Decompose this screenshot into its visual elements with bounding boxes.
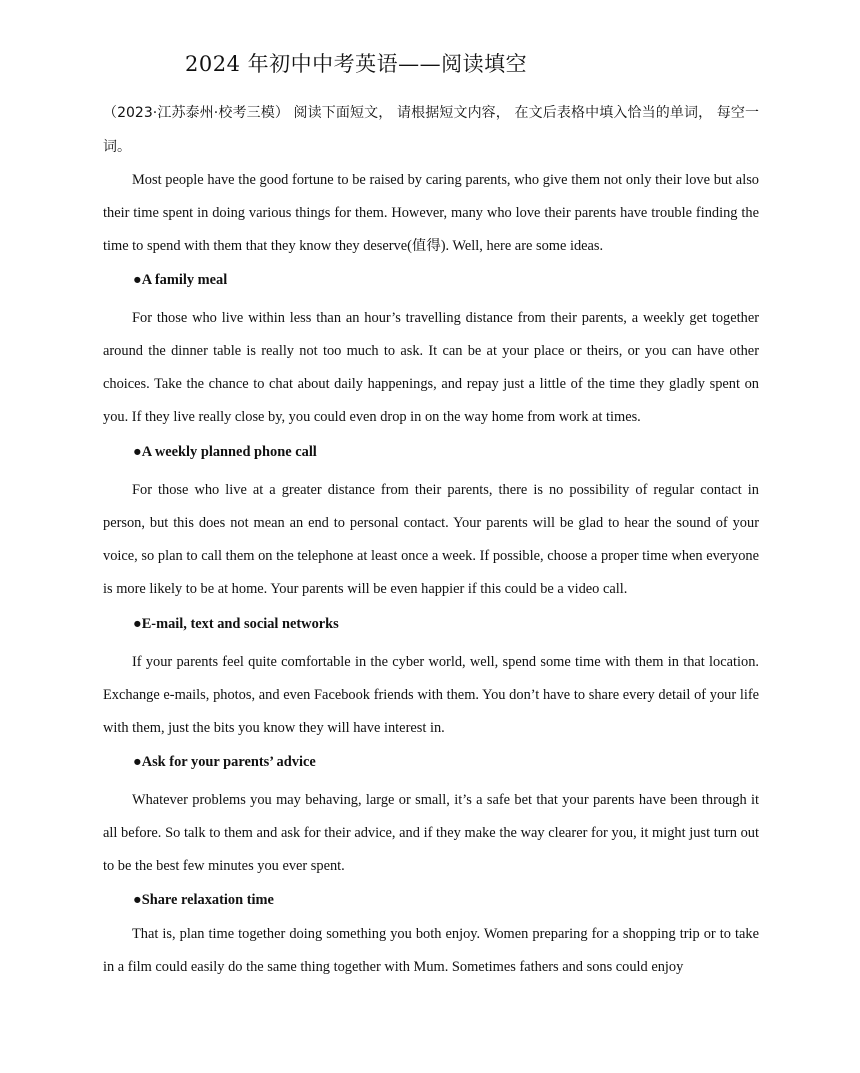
paragraph-advice: Whatever problems you may behaving, large or small, it’s a safe bet that your parents have been through it all before. So talk to them and ask for their advice, and if they make the way clearer for you, it might just turn out to be the best few minutes you ever spent. [103, 792, 759, 874]
heading-family-meal: ●A family meal [133, 272, 228, 288]
paragraph-intro: Most people have the good fortune to be raised by caring parents, who give them not only their love but also their time spent in doing various things for them. However, many who love their parents have trouble finding the time to spend with them that they know they deserve(值得). Well, here are some ideas. [103, 172, 759, 254]
instructions: （2023·江苏泰州·校考三模） 阅读下面短文， 请根据短文内容， 在文后表格中填入恰当的单词， 每空一词。 [103, 105, 759, 155]
paragraph-email: If your parents feel quite comfortable in the cyber world, well, spend some time with them in that location. Exchange e-mails, photos, and even Facebook friends with them. You don’t have to share every detail of your life with them, just the bits you know they will have interest in. [103, 654, 759, 736]
page-title: 2024 年初中中考英语——阅读填空 [185, 52, 528, 76]
heading-advice: ●Ask for your parents’ advice [133, 754, 316, 770]
heading-relaxation: ●Share relaxation time [133, 892, 274, 908]
paragraph-phone-call: For those who live at a greater distance from their parents, there is no possibility of regular contact in person, but this does not mean an end to personal contact. Your parents will be glad to hear the sound of your voice, so plan to call them on the telephone at least once a week. If possible, choose a proper time when everyone is more likely to be at home. Your parents will be even happier if this could be a video call. [103, 482, 759, 597]
heading-email: ●E-mail, text and social networks [133, 616, 339, 632]
heading-phone-call: ●A weekly planned phone call [133, 444, 317, 460]
paragraph-relaxation: That is, plan time together doing something you both enjoy. Women preparing for a shopping trip or to take in a film could easily do the same thing together with Mum. Sometimes fathers and sons could enjoy [103, 926, 759, 975]
paragraph-family-meal: For those who live within less than an hour’s travelling distance from their parents, a weekly get together around the dinner table is really not too much to ask. It can be at your place or theirs, or you can have other choices. Take the chance to chat about daily happenings, and repay just a little of the time they gladly spent on you. If they live really close by, you could even drop in on the way home from work at times. [103, 310, 759, 425]
